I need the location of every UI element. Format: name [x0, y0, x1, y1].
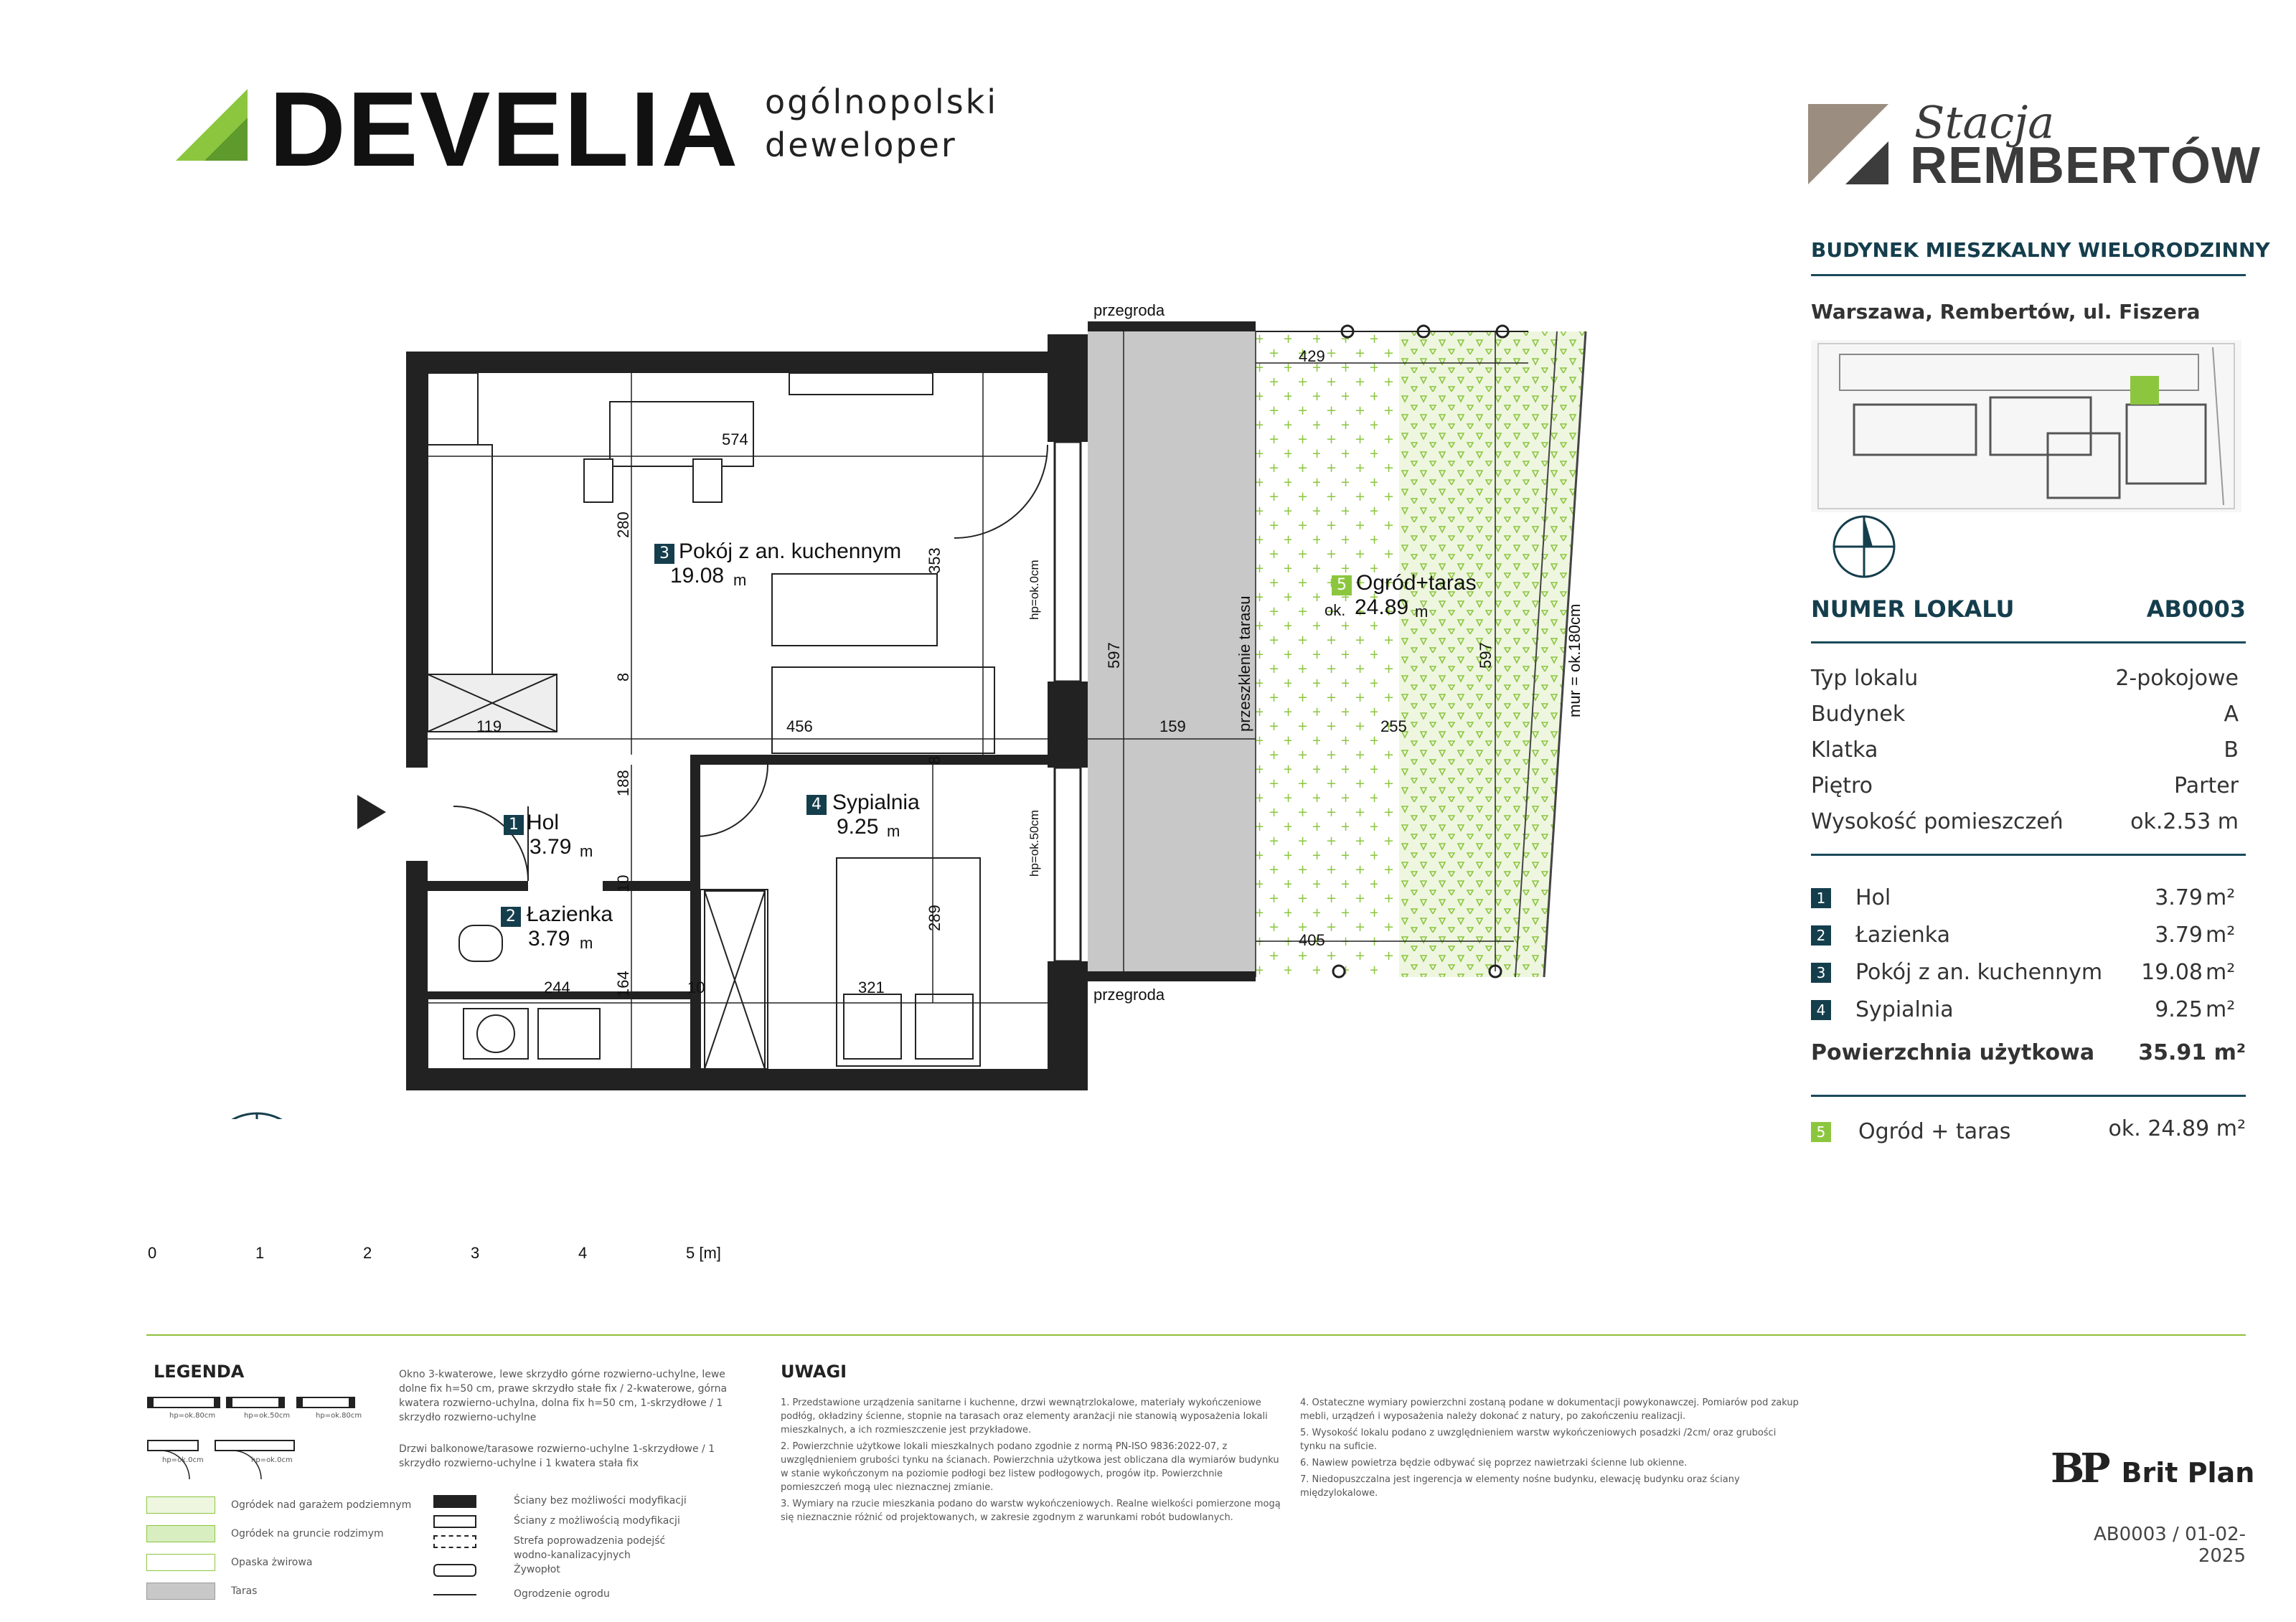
room-badge: 3 — [1811, 963, 1831, 983]
room-area-unit: m² — [2206, 923, 2236, 948]
dim-119: 119 — [476, 717, 502, 735]
unit-number: AB0003 — [2146, 595, 2246, 623]
attribute-label: Budynek — [1811, 702, 1906, 727]
legend-swatch — [146, 1583, 215, 1600]
mur-label: mur = ok.180cm — [1566, 603, 1584, 717]
divider — [1811, 854, 2246, 856]
attribute-value: Parter — [2173, 773, 2239, 798]
legend-title: LEGENDA — [154, 1362, 245, 1382]
przeszklenie-label: przeszklenie tarasu — [1236, 595, 1253, 732]
przegroda-top-label: przegroda — [1093, 301, 1165, 319]
room-area-unit: m² — [2206, 885, 2236, 910]
site-plan-thumbnail — [1811, 340, 2241, 512]
garden-badge: 5 — [1811, 1122, 1831, 1142]
legend-win-label-1: hp=ok.80cm — [169, 1412, 216, 1420]
room-area-unit: m² — [2206, 997, 2236, 1022]
room-badge-2: 2 — [501, 907, 521, 927]
attribute-label: Piętro — [1811, 773, 1873, 798]
attribute-label: Typ lokalu — [1811, 666, 1919, 691]
attribute-label: Klatka — [1811, 737, 1878, 763]
brand-tagline-1: ogólnopolski — [765, 82, 999, 121]
plan-compass-icon — [207, 1113, 307, 1119]
room3-area: 19.08 — [670, 564, 725, 588]
scale-tick-label: 1 — [255, 1244, 265, 1262]
room3-unit: m — [733, 571, 747, 589]
legend-swatch — [146, 1496, 215, 1514]
unit-label: NUMER LOKALU — [1811, 595, 2015, 623]
room-name: Łazienka — [1855, 923, 1951, 948]
scale-tick-label: 5 [m] — [686, 1244, 721, 1262]
attribute-value: ok.2.53 m — [2130, 809, 2239, 834]
garden-name: Ogród + taras — [1858, 1119, 2011, 1144]
legend-swatch — [146, 1525, 215, 1542]
dim-10a: 10 — [614, 874, 632, 892]
notes-title: UWAGI — [781, 1362, 847, 1382]
room-badge-1: 1 — [504, 815, 524, 835]
room1-area: 3.79 — [530, 835, 572, 859]
room4-name: Sypialnia — [832, 791, 920, 814]
britplan-name: Brit Plan — [2121, 1457, 2255, 1489]
building-type: BUDYNEK MIESZKALNY WIELORODZINNY — [1811, 238, 2270, 262]
document-code: AB0003 / 01-02-2025 — [2093, 1524, 2246, 1567]
kitchen-counter — [428, 373, 557, 732]
total-area-label: Powierzchnia użytkowa — [1811, 1040, 2095, 1065]
partition-bottom — [1088, 971, 1256, 981]
legend-win-label-2: hp=ok.50cm — [244, 1412, 291, 1420]
divider — [1811, 274, 2246, 276]
total-area-value: 35.91 m² — [2138, 1040, 2246, 1065]
divider — [1811, 1095, 2246, 1097]
legend-swatch — [433, 1594, 476, 1595]
dim-429: 429 — [1299, 347, 1325, 365]
garden-area: ok. 24.89 m² — [2108, 1116, 2246, 1141]
note-item: 4. Ostateczne wymiary powierzchni zostaną podane w dokumentacji powykonawczej. Pomiarów pod zakup mebli, urządzeń i wyposażenia należy dokonać z natury, po zakończeniu realizacji. — [1300, 1397, 1799, 1422]
legend-window-icons — [146, 1395, 405, 1481]
scale-tick-label: 0 — [148, 1244, 157, 1262]
britplan-mark: BP — [2051, 1445, 2107, 1492]
room2-area: 3.79 — [528, 927, 570, 951]
room5-unit: m — [1415, 603, 1429, 621]
britplan-logo — [2051, 1445, 2254, 1492]
legend-swatch — [433, 1495, 476, 1508]
legend-swatch — [146, 1554, 215, 1571]
hp-top-label: hp=ok.0cm — [1027, 560, 1041, 620]
room4-unit: m — [887, 822, 900, 840]
legend-win-label-3: hp=ok.80cm — [316, 1412, 362, 1420]
dim-255: 255 — [1380, 717, 1407, 735]
entrance-arrow-icon — [357, 795, 386, 829]
legend-divider — [146, 1334, 2246, 1336]
room3-name: Pokój z an. kuchennym — [679, 539, 902, 563]
room5-prefix: ok. — [1325, 601, 1346, 619]
dim-574: 574 — [722, 430, 748, 448]
room1-name: Hol — [527, 811, 560, 834]
room-area: 3.79 — [2155, 923, 2203, 948]
project-name: REMBERTÓW — [1910, 137, 2261, 194]
project-logo-mark — [1808, 104, 1894, 190]
room4-area: 9.25 — [837, 815, 879, 839]
room-badge-4: 4 — [806, 795, 827, 815]
brand-tagline-2: deweloper — [765, 126, 957, 164]
room-badge: 4 — [1811, 1000, 1831, 1020]
room-area: 19.08 — [2141, 960, 2203, 985]
room-name: Sypialnia — [1855, 997, 1954, 1022]
legend-window-desc: Okno 3-kwaterowe, lewe skrzydło górne rozwierno-uchylne, lewe dolne fix h=50 cm, prawe skrzydło stałe fix / 2-kwaterowe, górna kwatera rozwierno-uchylna, dolna fix h=50 cm, 1-skrzydłowe / 1 skrzydło rozwierno-uchylne — [399, 1369, 728, 1423]
attribute-value: A — [2224, 702, 2239, 727]
compass-icon — [1828, 511, 1900, 583]
legend-item-label: Ściany z możliwością modyfikacji — [514, 1515, 680, 1527]
dim-188: 188 — [614, 770, 632, 796]
room-badge: 1 — [1811, 888, 1831, 908]
room2-unit: m — [580, 934, 593, 952]
legend-door-desc: Drzwi balkonowe/tarasowe rozwierno-uchylne 1-skrzydłowe / 1 skrzydło rozwierno-uchylne i 1 kwatera stała fix — [399, 1443, 715, 1469]
legend-swatch — [433, 1515, 476, 1528]
attribute-label: Wysokość pomieszczeń — [1811, 809, 2064, 834]
dim-244: 244 — [544, 979, 570, 996]
scale-tick-label: 4 — [578, 1244, 588, 1262]
legend-item-label: Strefa poprowadzenia podejść wodno-kanalizacyjnych — [514, 1535, 666, 1561]
dim-597a: 597 — [1105, 642, 1123, 669]
address: Warszawa, Rembertów, ul. Fiszera — [1811, 300, 2201, 324]
dim-405: 405 — [1299, 931, 1325, 949]
legend-item-label: Ogródek na gruncie rodzimym — [231, 1528, 384, 1540]
notes-col-2 — [1300, 1396, 1802, 1503]
divider — [1811, 641, 2246, 643]
project-logo — [1808, 96, 2261, 194]
note-item: 2. Powierzchnie użytkowe lokali mieszkalnych podano zgodnie z normą PN-ISO 9836:2022-07, z uwzględnieniem grubości tynku na ścianach. Powierzchnia użytkowa jest obliczana dla wymiarów budynku w stanie wykończonym na poziomie podłogi bez listew podłogowych, progów itp. Powierzchnie pomieszczeń mogą ulec nieznacznej zmianie. — [781, 1441, 1279, 1493]
room-area: 9.25 — [2155, 997, 2203, 1022]
legend-item-label: Opaska żwirowa — [231, 1557, 313, 1568]
project-script: Stacja — [1914, 96, 2055, 148]
note-item: 1. Przedstawione urządzenia sanitarne i kuchenne, drzwi wewnątrzlokalowe, materiały wykończeniowe podłóg, okładziny ścienne, stopnie na tarasach oraz elementy aranżacji nie stanowią wyposażenia lokali mieszkalnych, a ich rozmieszczenie jest przykładowe. — [781, 1397, 1268, 1435]
dim-456: 456 — [786, 717, 813, 735]
note-item: 3. Wymiary na rzucie mieszkania podano do warstw wykończeniowych. Realne wielkości pomierzone mogą się nieznacznie różnić od projektowanych, w zakresie zgodnym z warunkami robót budowlanych. — [781, 1499, 1281, 1523]
legend-swatch — [433, 1535, 476, 1548]
dim-321: 321 — [858, 979, 885, 996]
legend-item-label: Żywopłot — [514, 1564, 560, 1575]
legend-item-label: Ogródek nad garażem podziemnym — [231, 1499, 412, 1511]
room-name: Hol — [1855, 885, 1891, 910]
dim-8a: 8 — [614, 672, 632, 682]
room2-name: Łazienka — [527, 902, 613, 926]
hp-bottom-label: hp=ok.50cm — [1027, 809, 1041, 877]
legend-win-label-4: hp=ok.0cm — [162, 1456, 204, 1464]
notes-col-1 — [781, 1396, 1283, 1527]
site-plan-drawing — [1811, 340, 2241, 512]
dim-164: 164 — [614, 971, 632, 997]
room-badge: 2 — [1811, 925, 1831, 946]
scale-tick-label: 2 — [363, 1244, 372, 1262]
legend-swatch — [433, 1564, 476, 1577]
scale-tick-label: 3 — [471, 1244, 480, 1262]
dim-8b: 8 — [926, 755, 944, 765]
legend-item-label: Ściany bez możliwości modyfikacji — [514, 1495, 687, 1507]
room-name: Pokój z an. kuchennym — [1855, 960, 2103, 985]
room-badge-3: 3 — [654, 544, 674, 564]
dim-10b: 10 — [687, 979, 705, 996]
room-area-unit: m² — [2206, 960, 2236, 985]
legend-item-label: Taras — [231, 1585, 258, 1597]
attribute-value: 2-pokojowe — [2115, 666, 2239, 691]
room5-area: 24.89 — [1355, 595, 1409, 619]
przegroda-bottom-label: przegroda — [1093, 986, 1165, 1004]
note-item: 5. Wysokość lokalu podano z uwzględnieniem warstw wykończeniowych posadzki /2cm/ oraz grubości tynku na suficie. — [1300, 1428, 1777, 1452]
legend-win-label-5: hp=ok.0cm — [251, 1456, 293, 1464]
dim-289: 289 — [926, 905, 944, 931]
brand-name: DEVELIA — [269, 70, 740, 189]
dim-353: 353 — [926, 547, 944, 574]
room5-name: Ogród+taras — [1356, 571, 1477, 595]
room1-unit: m — [580, 842, 593, 860]
room-area: 3.79 — [2155, 885, 2203, 910]
note-item: 6. Nawiew powietrza będzie odbywać się poprzez nawietrzaki ścienne lub okienne. — [1300, 1458, 1688, 1468]
room-badge-5: 5 — [1332, 575, 1352, 595]
legend-item-label: Ogrodzenie ogrodu — [514, 1588, 610, 1600]
dim-280: 280 — [614, 511, 632, 538]
note-item: 7. Niedopuszczalna jest ingerencja w elementy nośne budynku, elewację budynku oraz ściany międzylokalowe. — [1300, 1474, 1740, 1499]
partition-top — [1088, 321, 1256, 331]
attribute-value: B — [2224, 737, 2239, 763]
dim-159: 159 — [1159, 717, 1186, 735]
dim-597b: 597 — [1477, 642, 1495, 669]
